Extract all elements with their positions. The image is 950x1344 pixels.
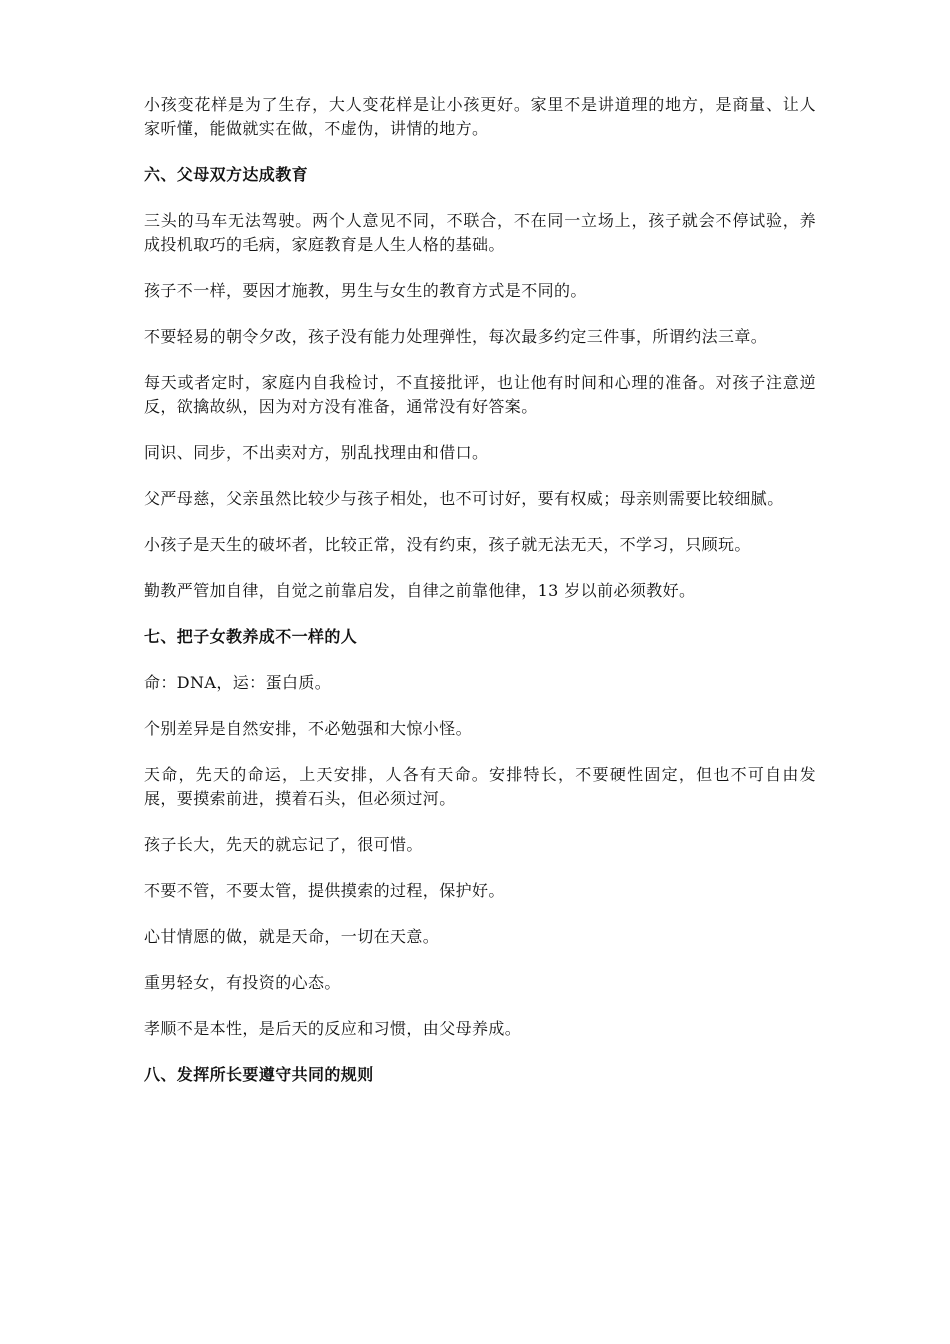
paragraph: 小孩子是天生的破坏者，比较正常，没有约束，孩子就无法无天，不学习，只顾玩。	[144, 535, 751, 554]
section-heading: 七、把子女教养成不一样的人	[144, 627, 358, 646]
paragraph: 个别差异是自然安排，不必勉强和大惊小怪。	[144, 719, 473, 738]
paragraph: 每天或者定时，家庭内自我检讨，不直接批评，也让他有时间和心理的准备。对孩子注意逆反，欲擒故纵，因为对方没有准备，通常没有好答案。	[144, 373, 816, 416]
paragraph: 不要轻易的朝令夕改，孩子没有能力处理弹性，每次最多约定三件事，所谓约法三章。	[144, 327, 768, 346]
paragraph: 勤教严管加自律，自觉之前靠启发，自律之前靠他律，13 岁以前必须教好。	[144, 581, 696, 600]
paragraph: 同识、同步，不出卖对方，别乱找理由和借口。	[144, 443, 489, 462]
section-heading: 六、父母双方达成教育	[144, 165, 309, 184]
paragraph: 孩子不一样，要因才施教，男生与女生的教育方式是不同的。	[144, 281, 587, 300]
paragraph: 孝顺不是本性，是后天的反应和习惯，由父母养成。	[144, 1019, 522, 1038]
paragraph: 重男轻女，有投资的心态。	[144, 973, 341, 992]
paragraph: 不要不管，不要太管，提供摸索的过程，保护好。	[144, 881, 505, 900]
paragraph: 心甘情愿的做，就是天命，一切在天意。	[144, 927, 440, 946]
paragraph: 命：DNA，运：蛋白质。	[144, 673, 332, 692]
document-page	[144, 93, 816, 1109]
paragraph: 三头的马车无法驾驶。两个人意见不同，不联合，不在同一立场上，孩子就会不停试验，养成投机取巧的毛病，家庭教育是人生人格的基础。	[144, 211, 816, 254]
paragraph: 小孩变花样是为了生存，大人变花样是让小孩更好。家里不是讲道理的地方，是商量、让人家听懂，能做就实在做，不虚伪，讲情的地方。	[144, 95, 816, 138]
paragraph: 父严母慈，父亲虽然比较少与孩子相处，也不可讨好，要有权威；母亲则需要比较细腻。	[144, 489, 784, 508]
paragraph: 孩子长大，先天的就忘记了，很可惜。	[144, 835, 423, 854]
paragraph: 天命，先天的命运，上天安排，人各有天命。安排特长，不要硬性固定，但也不可自由发展，要摸索前进，摸着石头，但必须过河。	[144, 765, 816, 808]
section-heading: 八、发挥所长要遵守共同的规则	[144, 1065, 374, 1084]
